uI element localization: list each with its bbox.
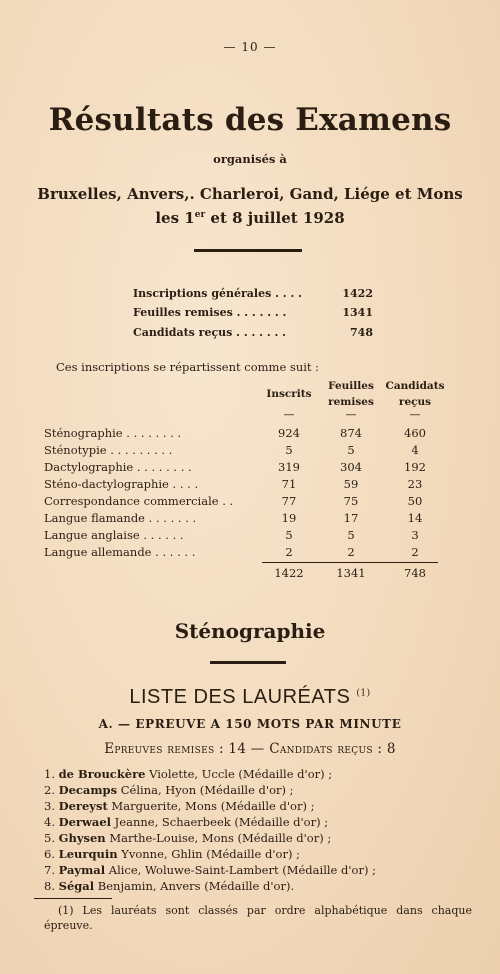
table-cell-candidats: 4 [411,443,419,457]
column-dash: — [345,408,357,421]
laureate-surname: Paymal [58,863,106,877]
table-subject: Langue anglaise . . . . . . [44,528,184,542]
laureate-number: 7. [44,863,55,877]
table-cell-candidats: 14 [407,511,423,525]
table-subject: Langue allemande . . . . . . [44,545,196,559]
table-cell-candidats: 50 [407,494,423,508]
intro-text: Ces inscriptions se répartissent comme suit : [56,360,320,374]
laureate-surname: Ghysen [58,831,106,845]
column-header-feuilles: Feuilles remises [328,380,374,408]
summary-value: 1341 [342,306,373,319]
table-cell-feuilles: 304 [340,460,362,474]
summary-label: Candidats reçus . . . . . . . [133,326,286,339]
section-rule [210,661,286,664]
table-cell-inscrits: 924 [278,426,300,440]
laureate-details: Yvonne, Ghlin (Médaille d'or) ; [117,847,300,861]
column-header-candidats: Candidats reçus [385,380,445,408]
divider-rule [194,249,302,252]
laureate-details: Marthe-Louise, Mons (Médaille d'or) ; [105,831,332,845]
list-item [44,831,331,845]
table-cell-inscrits: 2 [285,545,293,559]
laureate-details: Benjamin, Anvers (Médaille d'or). [94,879,295,893]
table-cell-candidats: 2 [411,545,419,559]
table-subject: Sténographie . . . . . . . . [44,426,182,440]
footnote: (1) Les lauréats sont classés par ordre alphabétique dans chaque épreuve. [44,904,472,932]
table-cell-inscrits: 5 [285,443,293,457]
list-item [44,783,294,797]
laureate-number: 1. [44,767,55,781]
laureate-number: 8. [44,879,55,893]
laureate-details: Jeanne, Schaerbeek (Médaille d'or) ; [111,815,329,829]
laureate-surname: Ségal [58,879,95,893]
summary-value: 748 [350,326,373,339]
table-cell-inscrits: 77 [281,494,297,508]
table-cell-candidats: 3 [411,528,419,542]
table-cell-inscrits: 5 [285,528,293,542]
column-header-inscrits: Inscrits [266,388,312,400]
page-number: — 10 — [223,40,277,54]
laureate-surname: Derwael [58,815,112,829]
laureate-details: Violette, Uccle (Médaille d'or) ; [145,767,333,781]
total-feuilles: 1341 [336,566,366,580]
list-item [44,815,328,829]
summary-row [133,287,373,303]
table-cell-inscrits: 319 [278,460,300,474]
table-cell-inscrits: 19 [281,511,297,525]
laureate-number: 6. [44,847,55,861]
dates-prefix: les 1 [155,209,195,227]
laureate-details: Marguerite, Mons (Médaille d'or) ; [107,799,315,813]
table-subject: Dactylographie . . . . . . . . [44,460,192,474]
summary-value: 1422 [342,287,373,300]
total-inscrits: 1422 [274,566,304,580]
table-cell-feuilles: 874 [340,426,362,440]
totals-rule [262,562,438,563]
summary-row [133,306,373,322]
table-cell-feuilles: 5 [347,443,355,457]
table-cell-feuilles: 5 [347,528,355,542]
table-subject: Langue flamande . . . . . . . [44,511,197,525]
laureate-details: Célina, Hyon (Médaille d'or) ; [117,783,294,797]
dates-sup: er [194,210,206,220]
laureate-surname: de Brouckère [58,767,146,781]
table-cell-candidats: 192 [404,460,426,474]
laureate-number: 4. [44,815,55,829]
laureate-number: 3. [44,799,55,813]
table-cell-feuilles: 59 [343,477,359,491]
summary-row [133,326,373,342]
footnote-rule [34,898,112,899]
dates-line [0,209,500,227]
list-title [0,686,500,709]
list-item [44,767,332,781]
list-item [44,863,376,877]
summary-label: Inscriptions générales . . . . [133,287,302,300]
laureate-surname: Dereyst [58,799,108,813]
laureate-number: 5. [44,831,55,845]
summary-label: Feuilles remises . . . . . . . [133,306,287,319]
total-candidats: 748 [404,566,426,580]
cities-line: Bruxelles, Anvers,. Charleroi, Gand, Liége et Mons [37,185,463,203]
table-cell-inscrits: 71 [281,477,297,491]
laureate-surname: Leurquin [58,847,118,861]
list-item [44,847,300,861]
laureate-details: Alice, Woluwe-Saint-Lambert (Médaille d'or) ; [105,863,376,877]
list-title-text: LISTE DES LAURÉATS [129,686,351,708]
footnote-ref: (1) [356,688,371,699]
subtitle: organisés à [213,152,287,166]
page-title: Résultats des Examens [48,102,452,138]
dates-suffix: et 8 juillet 1928 [205,209,345,227]
table-cell-candidats: 23 [407,477,423,491]
column-dash: — [283,408,295,421]
table-cell-feuilles: 2 [347,545,355,559]
column-dash: — [409,408,421,421]
list-item [44,879,294,893]
laureate-number: 2. [44,783,55,797]
epreuve-heading: A. — EPREUVE A 150 MOTS PAR MINUTE [98,717,402,731]
table-cell-feuilles: 17 [343,511,359,525]
list-item [44,799,314,813]
table-subject: Sténo-dactylographie . . . . [44,477,199,491]
section-title: Sténographie [174,619,326,643]
table-cell-candidats: 460 [404,426,426,440]
remises-line: Epreuves remises : 14 — Candidats reçus : 8 [104,741,396,757]
table-subject: Correspondance commerciale . . [44,494,234,508]
table-cell-feuilles: 75 [343,494,359,508]
table-subject: Sténotypie . . . . . . . . . [44,443,173,457]
laureate-surname: Decamps [58,783,118,797]
